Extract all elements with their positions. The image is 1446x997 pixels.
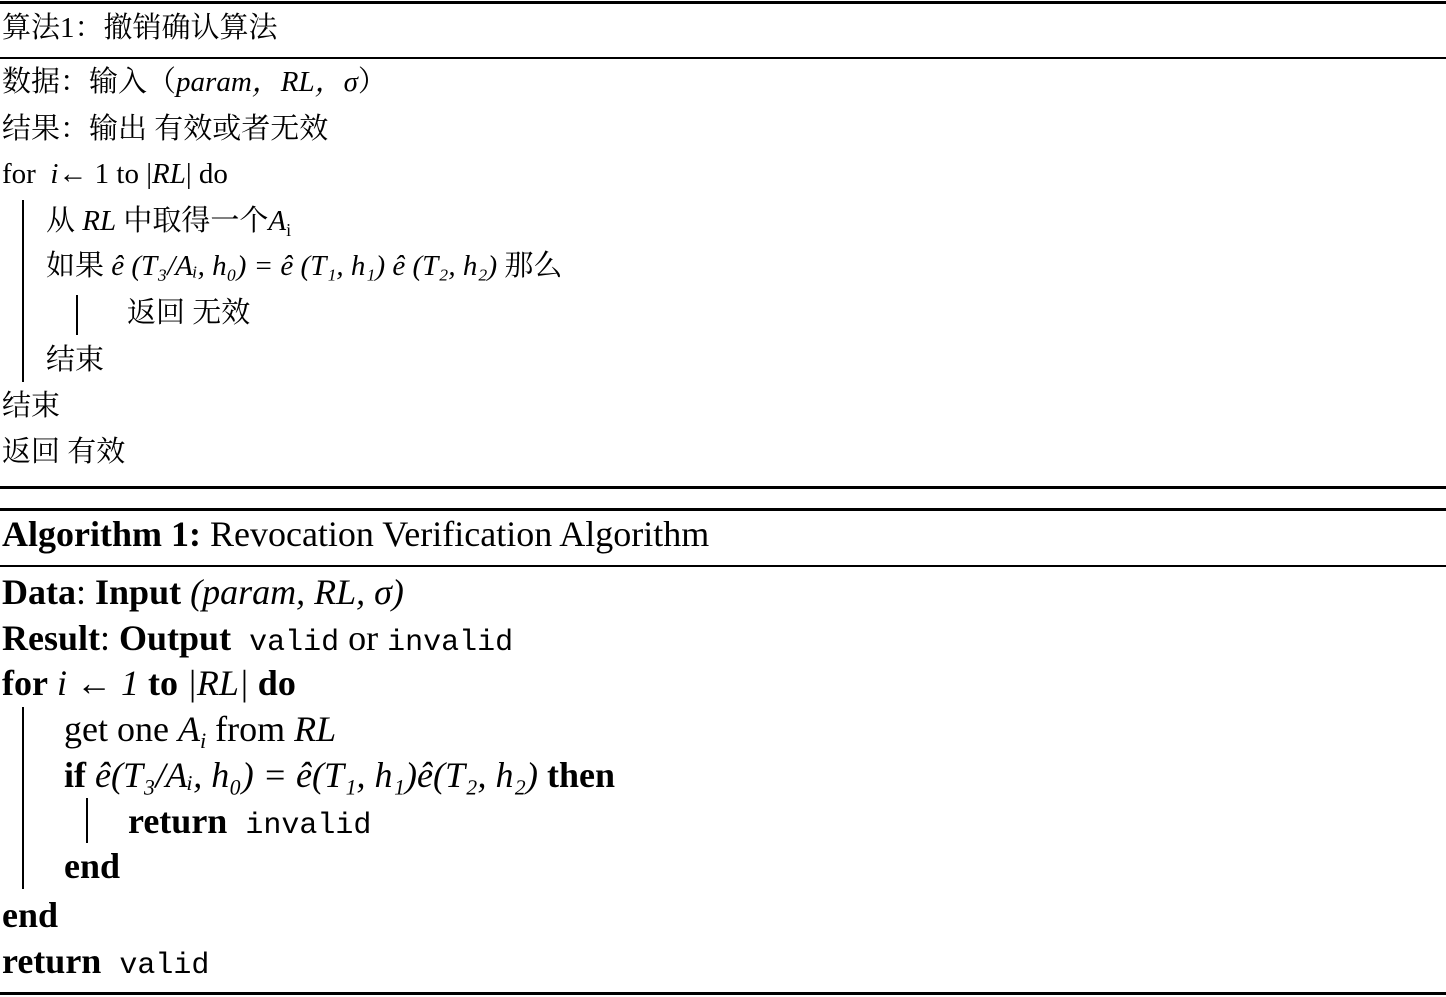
en-for-to: to bbox=[147, 663, 178, 703]
cn-for-rl: RL bbox=[152, 158, 186, 190]
cn-get-suffix: 中取得一个 bbox=[116, 205, 269, 237]
en-end-inner-keyword: end bbox=[64, 846, 121, 886]
en-result-colon: : bbox=[100, 618, 120, 658]
cn-end-inner: 结束 bbox=[46, 344, 105, 376]
en-caption bbox=[2, 516, 709, 552]
en-get-rl: RL bbox=[294, 709, 337, 749]
en-if-keyword: if bbox=[64, 755, 86, 795]
en-data-keyword: Input bbox=[95, 572, 182, 612]
cn-if-suffix: 那么 bbox=[497, 250, 563, 282]
en-get-line bbox=[64, 709, 337, 754]
cn-bottom-rule bbox=[0, 486, 1446, 489]
cn-for-do: | do bbox=[185, 158, 228, 190]
cn-if-block-bar bbox=[76, 295, 78, 335]
cn-get-line bbox=[46, 205, 292, 240]
en-result-invalid: invalid bbox=[387, 626, 514, 660]
cn-data-text: 输入（ bbox=[89, 66, 177, 98]
en-result-line bbox=[2, 620, 513, 658]
cn-return-inner: 返回 无效 bbox=[127, 297, 251, 329]
en-caption-label: Algorithm 1: bbox=[2, 514, 201, 554]
en-get-sub: i bbox=[199, 728, 207, 754]
en-data-line bbox=[2, 574, 404, 610]
cn-result-line bbox=[2, 115, 328, 144]
en-return-inner bbox=[128, 803, 371, 841]
cn-data-label: 数据： bbox=[2, 66, 90, 98]
en-get-text: get one bbox=[64, 709, 178, 749]
cn-top-rule bbox=[0, 1, 1446, 4]
cn-result-label: 结果： bbox=[2, 113, 90, 145]
en-result-label: Result bbox=[2, 618, 100, 658]
en-if-then: then bbox=[547, 755, 616, 795]
cn-get-a: A bbox=[268, 205, 287, 237]
en-caption-title: Revocation Verification Algorithm bbox=[200, 514, 710, 554]
en-data-colon: : bbox=[76, 572, 96, 612]
en-result-valid: valid bbox=[231, 626, 340, 660]
cn-end-outer: 结束 bbox=[2, 390, 61, 422]
en-result-keyword: Output bbox=[119, 618, 232, 658]
en-for-keyword: for bbox=[2, 663, 48, 703]
en-get-a: A bbox=[177, 709, 200, 749]
cn-get-sub: i bbox=[286, 219, 292, 240]
en-return-outer-keyword: return bbox=[2, 941, 102, 981]
en-caption-rule bbox=[0, 565, 1446, 567]
cn-caption: 算法1：撤销确认算法 bbox=[2, 12, 278, 44]
en-top-rule bbox=[0, 508, 1446, 511]
cn-get-rl: RL bbox=[82, 205, 117, 237]
cn-return-outer: 返回 有效 bbox=[2, 436, 126, 468]
en-data-args: (param, RL, σ) bbox=[181, 572, 404, 612]
en-for-line bbox=[2, 665, 296, 701]
en-bottom-rule bbox=[0, 992, 1446, 995]
cn-get-prefix: 从 bbox=[46, 205, 83, 237]
cn-if-line bbox=[46, 252, 562, 281]
cn-for-keyword: for bbox=[2, 158, 36, 190]
en-return-valid: valid bbox=[101, 949, 210, 983]
cn-caption-rule bbox=[0, 57, 1446, 59]
en-for-rl: |RL| bbox=[177, 663, 258, 703]
en-if-formula: ê(T₃/Aᵢ, h₀) = ê(T₁, h₁)ê(T₂, h₂) bbox=[86, 755, 548, 795]
en-result-or: or bbox=[339, 618, 388, 658]
cn-result-text: 输出 有效或者无效 bbox=[89, 113, 329, 145]
cn-data-args: param，RL，σ bbox=[176, 66, 358, 98]
en-if-line bbox=[64, 757, 615, 793]
en-return-outer bbox=[2, 943, 209, 981]
en-for-block-bar bbox=[22, 707, 24, 889]
en-data-label: Data bbox=[2, 572, 76, 612]
en-get-from: from bbox=[206, 709, 295, 749]
cn-data-line bbox=[2, 68, 387, 97]
cn-data-close: ） bbox=[357, 66, 387, 98]
en-return-invalid: invalid bbox=[227, 809, 372, 843]
en-return-keyword: return bbox=[128, 801, 228, 841]
en-end-outer-keyword: end bbox=[2, 895, 59, 935]
cn-if-prefix: 如果 bbox=[46, 250, 112, 282]
cn-if-formula: ê (T₃/Aᵢ, h₀) = ê (T₁, h₁) ê (T₂, h₂) bbox=[111, 250, 498, 282]
en-end-inner bbox=[64, 848, 120, 884]
en-for-var: i ← 1 bbox=[47, 663, 148, 703]
cn-for-range: ← 1 to | bbox=[58, 158, 153, 190]
cn-for-block-bar bbox=[22, 200, 24, 382]
en-if-block-bar bbox=[86, 798, 88, 843]
en-for-do: do bbox=[257, 663, 296, 703]
cn-for-line bbox=[2, 160, 228, 189]
cn-for-var: i bbox=[50, 158, 59, 190]
en-end-outer bbox=[2, 897, 58, 933]
